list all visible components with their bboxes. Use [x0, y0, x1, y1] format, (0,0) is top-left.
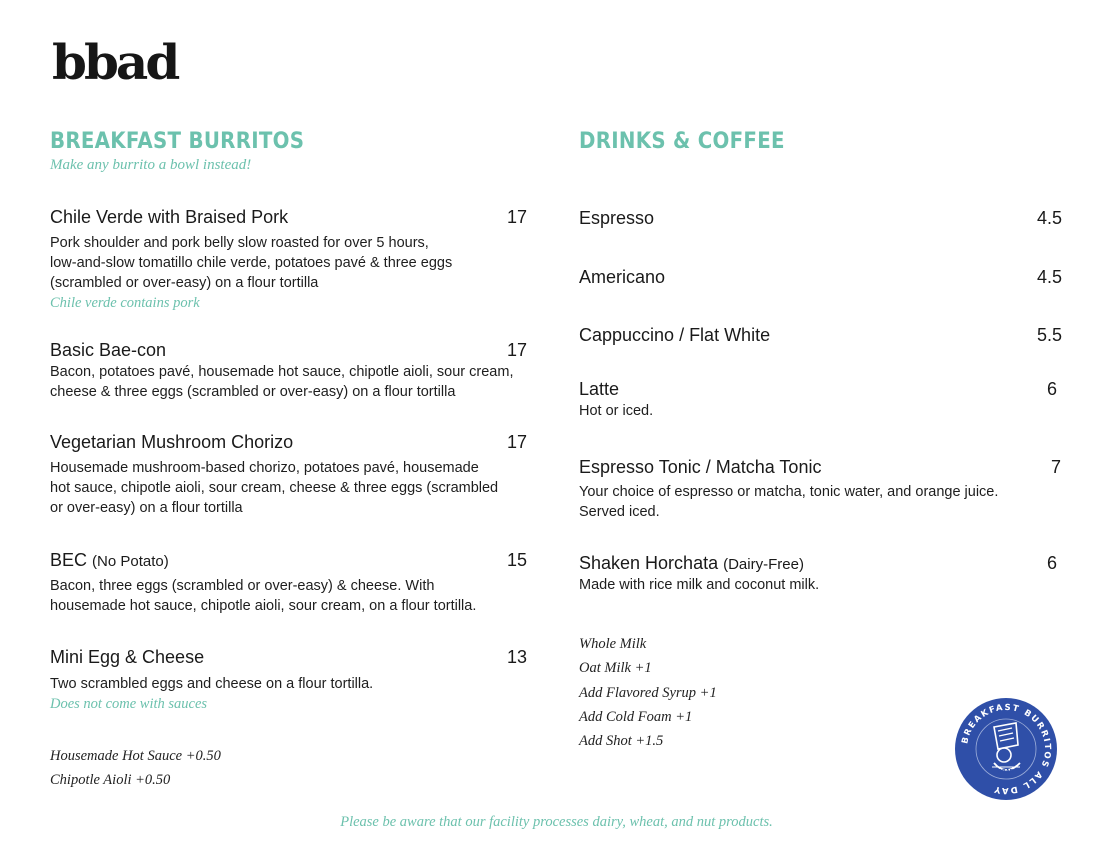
- menu-item-description: Housemade mushroom-based chorizo, potatoes pavé, housemade hot sauce, chipotle aioli, sour cream, cheese & three eggs (scrambled or over-easy) on a flour tortilla: [50, 460, 499, 516]
- drink-item-description: Your choice of espresso or matcha, tonic water, and orange juice. Served iced.: [579, 484, 999, 520]
- burritos-section-title: BREAKFAST BURRITOS: [50, 129, 305, 154]
- drink-item-name: Americano: [579, 267, 666, 287]
- addon-item: Add Shot +1.5: [579, 733, 664, 749]
- allergen-footer-note: Please be aware that our facility processes dairy, wheat, and nut products.: [340, 814, 773, 830]
- addon-item: Add Flavored Syrup +1: [579, 685, 717, 701]
- menu-item-price: 17: [506, 432, 527, 452]
- drink-item-price: 4.5: [1036, 267, 1062, 287]
- menu-item-price: 17: [506, 340, 527, 360]
- menu-item-price: 17: [506, 207, 527, 227]
- brand-logo: bbad: [52, 34, 178, 91]
- addon-item: Chipotle Aioli +0.50: [50, 772, 171, 788]
- menu-item-note: Chile verde contains pork: [50, 295, 200, 311]
- menu-item-name: Mini Egg & Cheese: [50, 647, 205, 667]
- menu-item-description: Bacon, potatoes pavé, housemade hot sauce, chipotle aioli, sour cream, cheese & three eggs (scrambled or over-easy) on a flour tortilla: [50, 364, 514, 400]
- drink-item-name: Espresso Tonic / Matcha Tonic: [579, 457, 822, 477]
- menu-item-price: 13: [506, 647, 527, 667]
- drink-item-price: 6: [1046, 379, 1057, 399]
- menu-item-name: Vegetarian Mushroom Chorizo: [50, 432, 294, 452]
- menu-item-description: Two scrambled eggs and cheese on a flour tortilla.: [50, 676, 374, 692]
- drink-item-price: 4.5: [1036, 208, 1062, 228]
- badge-ring-text: BREAKFAST BURRITOS ALL DAY: [960, 702, 1053, 796]
- addon-item: Whole Milk: [579, 636, 647, 652]
- drink-item-price: 5.5: [1036, 325, 1062, 345]
- addon-item: Oat Milk +1: [579, 660, 652, 676]
- drink-item-name: Latte: [579, 379, 620, 399]
- drink-item-name: Espresso: [579, 208, 655, 228]
- menu-item-description: Bacon, three eggs (scrambled or over-easy) & cheese. With housemade hot sauce, chipotle aioli, sour cream, on a flour tortilla.: [50, 578, 477, 614]
- burritos-subtitle: Make any burrito a bowl instead!: [50, 157, 252, 173]
- menu-item-note: Does not come with sauces: [50, 696, 208, 712]
- drinks-section-title: DRINKS & COFFEE: [579, 129, 785, 154]
- addon-item: Housemade Hot Sauce +0.50: [50, 748, 221, 764]
- drink-item-description: Hot or iced.: [579, 403, 654, 419]
- drink-item-price: 7: [1050, 457, 1061, 477]
- menu-item-name: Basic Bae-con: [50, 340, 167, 360]
- brand-badge-icon: [954, 697, 1058, 801]
- drink-item-description: Made with rice milk and coconut milk.: [579, 577, 820, 593]
- menu-item-name: BEC (No Potato): [50, 550, 169, 570]
- addon-item: Add Cold Foam +1: [579, 709, 693, 725]
- drink-item-name: Shaken Horchata (Dairy-Free): [579, 553, 804, 573]
- menu-item-description: Pork shoulder and pork belly slow roasted for over 5 hours, low-and-slow tomatillo chile verde, potatoes pavé & three eggs (scrambled or over-easy) on a flour tortilla: [50, 235, 453, 291]
- menu-item-price: 15: [506, 550, 527, 570]
- drink-item-name: Cappuccino / Flat White: [579, 325, 771, 345]
- drink-item-price: 6: [1046, 553, 1057, 573]
- badge-center-text: BBAD: [998, 769, 1014, 775]
- menu-item-name: Chile Verde with Braised Pork: [50, 207, 289, 227]
